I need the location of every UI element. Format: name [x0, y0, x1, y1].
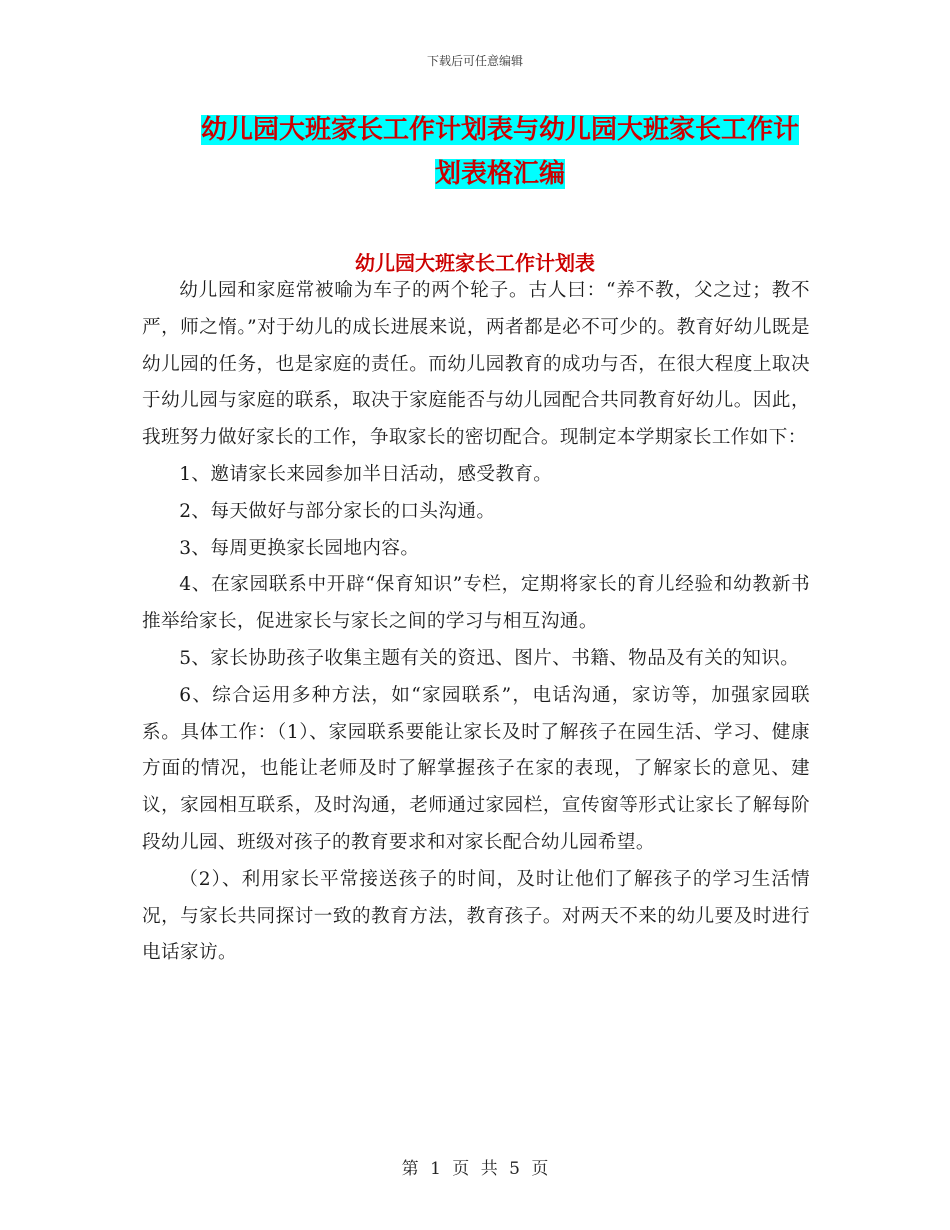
- paragraph-item-6: 6、综合运用多种方法，如“家园联系”，电话沟通，家访等，加强家园联系。具体工作：（1）、家园联系要能让家长及时了解孩子在园生活、学习、健康方面的情况，也能让老师及时了解掌握孩子在家的表现，了解家长的意见、建议，家园相互联系，及时沟通，老师通过家园栏，宣传窗等形式让家长了解每阶段幼儿园、班级对孩子的教育要求和对家长配合幼儿园希望。: [142, 684, 810, 853]
- paragraph-item-2: 2、每天做好与部分家长的口头沟通。: [179, 500, 496, 522]
- document-title-line-2: 划表格汇编: [434, 159, 565, 189]
- paragraph-item-6-2: （2）、利用家长平常接送孩子的时间，及时让他们了解孩子的学习生活情况，与家长共同探讨一致的教育方法，教育孩子。对两天不来的幼儿要及时进行电话家访。: [142, 868, 810, 964]
- paragraph-item-5: 5、家长协助孩子收集主题有关的资迅、图片、书籍、物品及有关的知识。: [179, 647, 800, 669]
- paragraph-item-1: 1、邀请家长来园参加半日活动，感受教育。: [179, 463, 553, 485]
- page-header: 下载后可任意编辑: [426, 54, 523, 68]
- document-body: [142, 273, 810, 972]
- section-title: 幼儿园大班家长工作计划表: [355, 251, 595, 275]
- page-footer: 第 1 页 共 5 页: [401, 1159, 549, 1179]
- paragraph-item-3: 3、每周更换家长园地内容。: [179, 537, 420, 559]
- paragraph-item-4: 4、在家园联系中开辟“保育知识”专栏，定期将家长的育儿经验和幼教新书推举给家长，促进家长与家长之间的学习与相互沟通。: [142, 574, 810, 633]
- paragraph-intro: 幼儿园和家庭常被喻为车子的两个轮子。古人曰：“养不教，父之过；教不严，师之惰。”对于幼儿的成长进展来说，两者都是必不可少的。教育好幼儿既是幼儿园的任务，也是家庭的责任。而幼儿园教育的成功与否，在很大程度上取决于幼儿园与家庭的联系，取决于家庭能否与幼儿园配合共同教育好幼儿。因此，我班努力做好家长的工作，争取家长的密切配合。现制定本学期家长工作如下：: [142, 280, 810, 449]
- document-title-line-1: 幼儿园大班家长工作计划表与幼儿园大班家长工作计: [200, 115, 799, 145]
- document-title: [190, 108, 810, 196]
